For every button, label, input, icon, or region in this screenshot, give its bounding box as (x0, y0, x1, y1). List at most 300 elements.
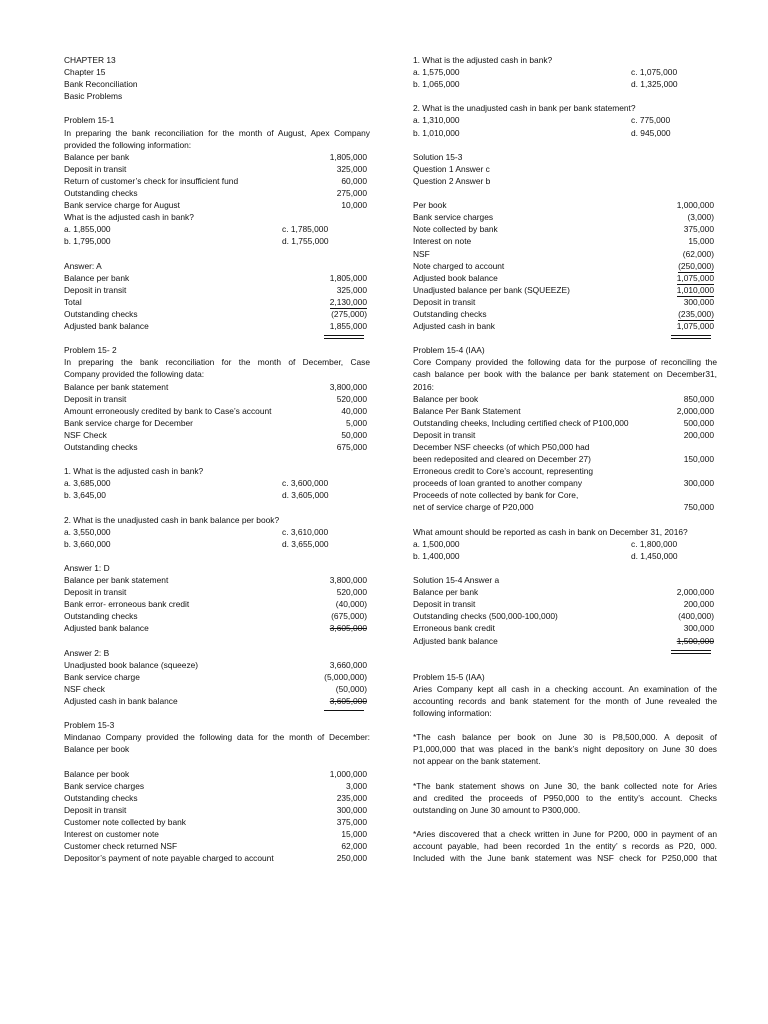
text-line (64, 139, 370, 151)
single-underline (324, 710, 364, 711)
amount-row (413, 284, 717, 296)
blank-line (413, 816, 717, 828)
text-line (64, 562, 370, 574)
option-left: a. 3,550,000 (64, 526, 111, 537)
amount-row (64, 175, 370, 187)
line-text: *The cash balance per book on June 30 is P8,500,000. A deposit of (413, 732, 717, 743)
line-text: Erroneous credit to Core’s account, representing (413, 466, 594, 477)
row-label: Outstanding checks (413, 308, 487, 319)
row-value: 3,605,000 (329, 695, 367, 706)
option-left: a. 1,575,000 (413, 67, 460, 78)
amount-row (64, 828, 370, 840)
option-right: c. 3,600,000 (282, 478, 329, 489)
line-text: cash balance per book with the balance per bank statement on December31, (413, 369, 717, 380)
answer-options-row (413, 550, 717, 562)
blank-line (413, 139, 717, 151)
row-label: Outstanding cheeks, Including certified check of P100,000 (413, 417, 629, 428)
blank-line (413, 187, 717, 199)
amount-row (413, 223, 717, 235)
amount-row (64, 780, 370, 792)
row-label: Deposit in transit (64, 393, 127, 404)
option-right: c. 3,610,000 (282, 526, 329, 537)
paragraph-line (413, 695, 717, 707)
paragraph-line (413, 743, 717, 755)
amount-row (64, 671, 370, 683)
option-left: a. 1,855,000 (64, 224, 111, 235)
amount-row (64, 586, 370, 598)
row-value: 2,000,000 (676, 405, 714, 416)
blank-line (64, 248, 370, 260)
row-label: Deposit in transit (64, 163, 127, 174)
line-text: In preparing the bank reconciliation for the month of August, Apex Company (64, 127, 370, 138)
row-label: Note charged to account (413, 260, 505, 271)
row-value: 2,130,000 (330, 296, 367, 309)
answer-options-row (413, 66, 717, 78)
line-text: 2016: (413, 381, 434, 392)
option-right: c. 1,785,000 (282, 224, 329, 235)
paragraph-line (413, 731, 717, 743)
row-value: (5,000,000) (324, 671, 367, 682)
row-label: Outstanding checks (500,000-100,000) (413, 611, 558, 622)
line-text: not appear on the bank statement. (413, 756, 541, 767)
option-right: c. 1,800,000 (631, 538, 678, 549)
line-text: Answer: A (64, 260, 102, 271)
text-line (413, 707, 717, 719)
amount-row (64, 405, 370, 417)
amount-row (413, 308, 717, 320)
row-label: Bank error- erroneous bank credit (64, 599, 190, 610)
amount-row (64, 320, 370, 332)
line-text: 1. What is the adjusted cash in bank? (413, 55, 553, 65)
line-text: P1,000,000 that was placed in the bank’s night depository on June 30 does (413, 744, 717, 755)
row-value: (250,000) (678, 260, 714, 273)
row-value: 300,000 (683, 296, 714, 307)
line-text: Aries Company kept all cash in a checking account. An examination of the (413, 683, 717, 694)
total-rule-row (64, 332, 370, 344)
amount-row (64, 574, 370, 586)
amount-row (64, 622, 370, 634)
line-text: Balance per book (64, 744, 130, 755)
amount-row (64, 792, 370, 804)
amount-row (64, 441, 370, 453)
blank-line (64, 102, 370, 114)
option-left: b. 1,400,000 (413, 550, 460, 561)
row-label: Balance per bank statement (64, 381, 169, 392)
line-text: Proceeds of note collected by bank for Core, (413, 490, 579, 501)
line-text: Mindanao Company provided the following data for the month of December: (64, 732, 370, 743)
line-text: CHAPTER 13 (64, 55, 116, 65)
row-label: Bank service charge for December (64, 417, 193, 428)
option-right: c. 775,000 (631, 115, 671, 126)
row-value: (50,000) (335, 683, 367, 694)
amount-row (413, 248, 717, 260)
amount-row (64, 199, 370, 211)
text-line (64, 647, 370, 659)
option-left: a. 1,500,000 (413, 538, 460, 549)
blank-line (64, 755, 370, 767)
row-value: 1,010,000 (677, 284, 714, 297)
row-value: 200,000 (683, 599, 714, 610)
row-value: 200,000 (683, 429, 714, 440)
row-label: Adjusted cash in bank balance (64, 695, 178, 706)
blank-line (413, 659, 717, 671)
blank-line (413, 90, 717, 102)
line-text: Answer 1: D (64, 562, 110, 573)
row-value: 520,000 (336, 393, 367, 404)
answer-options-row (64, 489, 370, 501)
line-text: Problem 15- 2 (64, 345, 117, 356)
row-value: 5,000 (346, 417, 367, 428)
amount-row (413, 610, 717, 622)
option-right: d. 1,325,000 (631, 79, 678, 90)
line-text: Core Company provided the following data for the purpose of reconciling the (413, 357, 717, 368)
amount-row (413, 635, 717, 647)
blank-line (413, 719, 717, 731)
paragraph-line (413, 683, 717, 695)
row-label: Interest on note (413, 236, 472, 247)
answer-options-row (64, 235, 370, 247)
answer-options-row (64, 477, 370, 489)
row-value: 520,000 (336, 587, 367, 598)
double-underline (671, 650, 711, 654)
amount-row (64, 163, 370, 175)
row-label: Interest on customer note (64, 829, 159, 839)
answer-options-row (64, 223, 370, 235)
total-rule-row (413, 647, 717, 659)
row-label: Adjusted cash in bank (413, 321, 495, 332)
text-line (64, 211, 370, 223)
row-value: 375,000 (336, 816, 367, 827)
amount-row (64, 852, 370, 864)
amount-row (64, 804, 370, 816)
row-label: NSF (413, 248, 430, 259)
row-value: 1,855,000 (329, 321, 367, 332)
answer-options-row (413, 538, 717, 550)
amount-row (413, 429, 717, 441)
line-text: 1. What is the adjusted cash in bank? (64, 466, 204, 477)
row-value: 675,000 (336, 442, 367, 452)
option-right: d. 945,000 (631, 127, 671, 138)
row-label: Balance per bank (64, 272, 130, 283)
row-label: Adjusted book balance (413, 272, 498, 283)
paragraph-line (413, 356, 717, 368)
line-text: account payable, had been recorded 1n the entity’ s records as P20, 000. (413, 841, 717, 852)
row-label: Balance per book (64, 768, 130, 779)
row-label: Total (64, 296, 82, 307)
row-label: Adjusted bank balance (64, 321, 149, 332)
row-label: Balance per bank statement (64, 575, 169, 586)
option-left: b. 1,010,000 (413, 127, 460, 138)
row-value: 300,000 (336, 804, 367, 815)
text-line (64, 90, 370, 102)
amount-row (413, 260, 717, 272)
row-label: net of service charge of P20,000 (413, 502, 534, 513)
line-text: accounting records and bank statement for the month of June revealed the (413, 695, 717, 706)
text-line (64, 114, 370, 126)
blank-line (413, 562, 717, 574)
blank-line (64, 635, 370, 647)
amount-row (413, 211, 717, 223)
answer-options-row (413, 127, 717, 139)
row-label: Balance Per Bank Statement (413, 405, 521, 416)
text-line (64, 368, 370, 380)
row-label: Outstanding checks (64, 308, 138, 319)
row-value: 3,000 (346, 780, 367, 791)
amount-row (64, 393, 370, 405)
option-left: b. 1,795,000 (64, 236, 111, 247)
double-underline (671, 335, 711, 339)
text-line (413, 671, 717, 683)
row-label: NSF Check (64, 429, 107, 440)
row-value: (40,000) (335, 599, 367, 610)
text-line (64, 719, 370, 731)
amount-row (64, 840, 370, 852)
row-value: 150,000 (683, 454, 714, 465)
row-label: Adjusted bank balance (413, 635, 498, 646)
amount-row (64, 187, 370, 199)
row-label: Deposit in transit (413, 429, 476, 440)
line-text: Bank Reconciliation (64, 79, 138, 90)
amount-row (413, 272, 717, 284)
text-line (413, 344, 717, 356)
row-value: 250,000 (336, 853, 367, 864)
amount-row (64, 683, 370, 695)
amount-row (64, 768, 370, 780)
paragraph-line (413, 852, 717, 864)
paragraph-line (64, 356, 370, 368)
amount-row (64, 816, 370, 828)
amount-row (64, 598, 370, 610)
answer-options-row (64, 538, 370, 550)
row-value: 40,000 (341, 405, 367, 416)
text-line (64, 514, 370, 526)
row-label: Balance per book (413, 393, 479, 404)
text-line (413, 54, 717, 66)
row-value: 1,805,000 (329, 151, 367, 162)
row-label: Deposit in transit (64, 587, 127, 598)
amount-row (413, 622, 717, 634)
text-line (413, 175, 717, 187)
row-value: 10,000 (341, 200, 367, 211)
row-value: 325,000 (336, 163, 367, 174)
row-value: 325,000 (336, 284, 367, 295)
row-label: Bank service charges (64, 780, 145, 791)
row-label: Outstanding checks (64, 188, 138, 199)
row-label: Outstanding checks (64, 442, 138, 452)
line-text: December NSF cheecks (of which P50,000 had (413, 442, 590, 452)
row-value: (275,000) (331, 308, 367, 319)
blank-line (64, 453, 370, 465)
row-label: Balance per bank (413, 587, 479, 598)
amount-row (64, 284, 370, 296)
row-value: (3,000) (687, 212, 714, 223)
line-text: provided the following information: (64, 139, 192, 150)
row-label: Customer check returned NSF (64, 841, 178, 852)
row-label: Per book (413, 200, 447, 211)
row-value: (400,000) (678, 611, 714, 622)
row-value: 1,500,000 (676, 635, 714, 646)
row-value: (62,000) (682, 248, 714, 259)
line-text: following information: (413, 708, 492, 719)
right-column (413, 54, 717, 864)
row-value: 62,000 (341, 841, 367, 852)
line-text: outstanding on June 30 amount to P300,000. (413, 804, 581, 815)
paragraph-line (413, 368, 717, 380)
row-label: Bank service charge (64, 671, 140, 682)
row-label: proceeds of loan granted to another company (413, 478, 583, 489)
text-line (64, 743, 370, 755)
row-label: Return of customer’s check for insufficient fund (64, 175, 239, 186)
row-value: 3,800,000 (329, 381, 367, 392)
option-left: b. 1,065,000 (413, 79, 460, 90)
line-text: Problem 15-1 (64, 115, 115, 126)
row-value: 1,075,000 (677, 272, 714, 285)
text-line (413, 526, 717, 538)
paragraph-line (413, 780, 717, 792)
row-value: 50,000 (341, 429, 367, 440)
amount-row (413, 405, 717, 417)
option-left: a. 1,310,000 (413, 115, 460, 126)
amount-row (413, 393, 717, 405)
total-rule-row (64, 707, 370, 719)
row-value: 3,660,000 (329, 659, 367, 670)
text-line (413, 381, 717, 393)
amount-row (413, 598, 717, 610)
amount-row (64, 429, 370, 441)
row-value: 235,000 (336, 792, 367, 803)
row-value: 300,000 (683, 478, 714, 489)
row-label: Bank service charge for August (64, 200, 180, 211)
row-value: 3,605,000 (329, 623, 367, 634)
row-value: 1,075,000 (676, 321, 714, 332)
amount-row (64, 151, 370, 163)
amount-row (64, 296, 370, 308)
blank-line (64, 501, 370, 513)
row-value: 15,000 (341, 829, 367, 839)
option-right: d. 3,605,000 (282, 490, 329, 501)
text-line (413, 465, 717, 477)
line-text: Problem 15-3 (64, 720, 115, 731)
paragraph-line (413, 840, 717, 852)
text-line (413, 574, 717, 586)
option-right: d. 1,755,000 (282, 236, 329, 247)
blank-line (64, 550, 370, 562)
line-text: Answer 2: B (64, 647, 110, 658)
row-label: Adjusted bank balance (64, 623, 149, 634)
line-text: What is the adjusted cash in bank? (64, 212, 194, 223)
row-value: 750,000 (683, 502, 714, 513)
text-line (413, 151, 717, 163)
row-value: 850,000 (683, 393, 714, 404)
text-line (413, 102, 717, 114)
row-value: 375,000 (683, 224, 714, 235)
amount-row (64, 695, 370, 707)
row-label: Outstanding checks (64, 611, 138, 622)
text-line (413, 804, 717, 816)
amount-row (64, 417, 370, 429)
blank-line (413, 514, 717, 526)
line-text: Solution 15-3 (413, 151, 463, 162)
option-right: d. 3,655,000 (282, 538, 329, 549)
row-value: 1,000,000 (329, 768, 367, 779)
text-line (64, 344, 370, 356)
line-text: Solution 15-4 Answer a (413, 575, 500, 586)
row-label: Amount erroneously credited by bank to Case’s account (64, 405, 272, 416)
row-label: Balance per bank (64, 151, 130, 162)
row-value: 3,800,000 (329, 575, 367, 586)
row-value: 15,000 (688, 236, 714, 247)
row-label: Outstanding checks (64, 792, 138, 803)
line-text: 2. What is the unadjusted cash in bank per bank statement? (413, 103, 636, 114)
amount-row (413, 320, 717, 332)
paragraph-line (413, 828, 717, 840)
amount-row (413, 586, 717, 598)
row-label: Deposit in transit (64, 284, 127, 295)
row-value: (235,000) (678, 308, 714, 321)
answer-options-row (413, 78, 717, 90)
line-text: *The bank statement shows on June 30, the bank collected note for Aries (413, 780, 717, 791)
line-text: Basic Problems (64, 91, 123, 102)
row-label: Depositor’s payment of note payable charged to account (64, 853, 274, 864)
text-line (64, 260, 370, 272)
amount-row (413, 477, 717, 489)
amount-row (413, 417, 717, 429)
row-value: 300,000 (683, 623, 714, 634)
row-label: Unadjusted balance per bank (SQUEEZE) (413, 284, 570, 295)
row-value: 275,000 (336, 188, 367, 199)
amount-row (64, 659, 370, 671)
row-label: Bank service charges (413, 212, 494, 223)
row-value: 60,000 (341, 175, 367, 186)
total-rule-row (413, 332, 717, 344)
row-label: Unadjusted book balance (squeeze) (64, 659, 199, 670)
row-label: been redeposited and cleared on December 27) (413, 454, 591, 465)
row-value: 2,000,000 (676, 587, 714, 598)
amount-row (413, 501, 717, 513)
paragraph-line (64, 731, 370, 743)
text-line (64, 465, 370, 477)
text-line (413, 489, 717, 501)
line-text: 2. What is the unadjusted cash in bank balance per book? (64, 514, 280, 525)
left-column (64, 54, 370, 864)
line-text: *Aries discovered that a check written in June for P200, 000 in payment of an (413, 829, 717, 839)
option-left: b. 3,645,00 (64, 490, 106, 501)
row-label: Deposit in transit (413, 599, 476, 610)
text-line (64, 66, 370, 78)
amount-row (413, 199, 717, 211)
amount-row (64, 610, 370, 622)
amount-row (64, 381, 370, 393)
line-text: What amount should be reported as cash in bank on December 31, 2016? (413, 526, 688, 537)
row-label: Customer note collected by bank (64, 816, 186, 827)
line-text: Company provided the following data: (64, 369, 205, 380)
option-left: a. 3,685,000 (64, 478, 111, 489)
line-text: Problem 15-4 (IAA) (413, 345, 485, 356)
blank-line (413, 768, 717, 780)
paragraph-line (413, 792, 717, 804)
row-label: NSF check (64, 683, 105, 694)
row-value: 500,000 (683, 417, 714, 428)
row-value: (675,000) (331, 611, 367, 622)
row-label: Note collected by bank (413, 224, 498, 235)
text-line (64, 78, 370, 90)
option-left: b. 3,660,000 (64, 538, 111, 549)
amount-row (413, 453, 717, 465)
line-text: and credited the proceeds of P950,000 to the entity’s account. Checks (413, 792, 717, 803)
text-line (64, 54, 370, 66)
text-line (413, 163, 717, 175)
row-value: 1,000,000 (676, 200, 714, 211)
